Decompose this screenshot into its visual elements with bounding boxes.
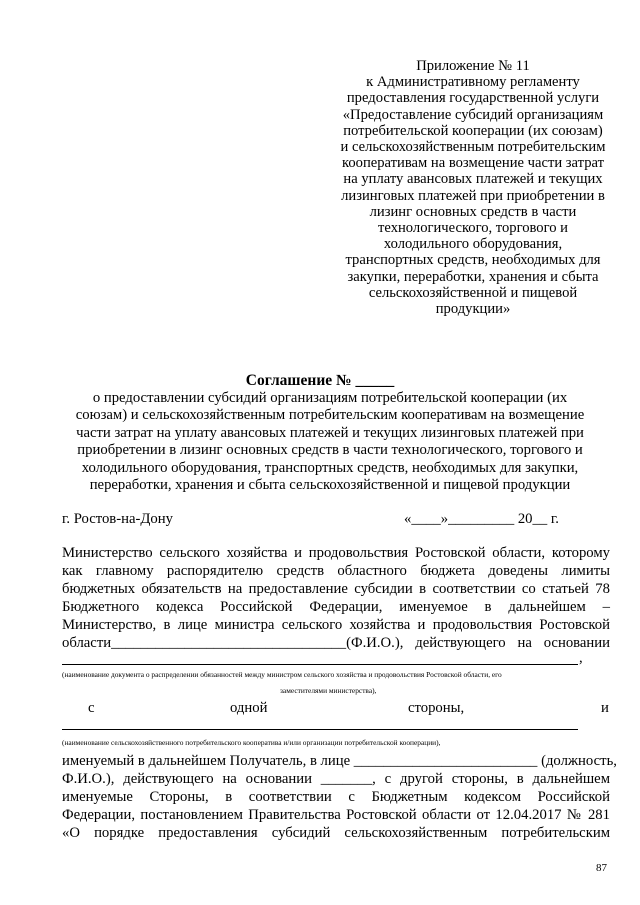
para1-line: как главному распорядителю средств областного бюджета доведены лимиты [62, 563, 610, 579]
appendix-line: транспортных средств, необходимых для [345, 252, 601, 269]
side-word: с [88, 700, 95, 716]
para2-line: Федерации, постановлением Правительства Ростовской области от 12.04.2017 № 281 [62, 807, 610, 823]
footnote-document: (наименование документа о распределении обязанностей между министром сельского хозяйства и продовольствия Ростовской области, его [62, 670, 502, 679]
agreement-date: «____»_________ 20__ г. [404, 511, 559, 527]
para1-line: Министерство сельского хозяйства и продовольствия Ростовской области, которому [62, 545, 610, 561]
appendix-line: лизинг основных средств в части [369, 203, 577, 220]
para2-line: «О порядке предоставления субсидий сельскохозяйственным потребительским [62, 825, 610, 841]
para1-line: бюджетных обязательств на предоставление субсидии в соответствии со статьей 78 [62, 581, 610, 597]
appendix-line: сельскохозяйственной и пищевой [368, 284, 578, 301]
blank-line [62, 729, 578, 730]
appendix-line: потребительской кооперации (их союзам) [343, 122, 603, 139]
footnote-deputies: заместителями министерства), [280, 686, 377, 695]
para1-line: Министерство, в лице министра сельского хозяйства и продовольствия Ростовской [62, 617, 610, 633]
para1-line: области________________________________(Ф.И.О.), действующего на основании [62, 635, 610, 651]
trailing-comma: , [579, 650, 583, 666]
appendix-line: кооперативам на возмещение части затрат [342, 155, 604, 172]
subtitle-line: переработки, хранения и сбыта сельскохозяйственной и пищевой продукции [89, 477, 571, 494]
subtitle-line: приобретении в лизинг основных средств в части технологического, торгового и [77, 442, 583, 459]
appendix-line: холодильного оборудования, [383, 236, 563, 253]
para1-line: Бюджетного кодекса Российской Федерации, именуемое в дальнейшем – [62, 599, 610, 615]
appendix-line: на уплату авансовых платежей и текущих [343, 171, 603, 188]
appendix-line: Приложение № 11 [416, 58, 530, 74]
appendix-line: продукции» [435, 301, 511, 318]
agreement-title: Соглашение № _____ [245, 372, 395, 389]
subtitle-line: о предоставлении субсидий организациям потребительской кооперации (их [92, 390, 568, 406]
para2-line: именуемый в дальнейшем Получатель, в лице _________________________ (должность, [62, 753, 617, 769]
footnote-cooperative: (наименование сельскохозяйственного потребительского кооператива и/или организации потребительской кооперации), [62, 738, 441, 747]
agreement-subtitle [40, 390, 620, 494]
appendix-line: закупки, переработки, хранения и сбыта [347, 268, 599, 285]
appendix-line: технологического, торгового и [378, 220, 568, 237]
appendix-line: «Предоставление субсидий организациям [342, 106, 604, 123]
subtitle-line: холодильного оборудования, транспортных средств, необходимых для закупки, [81, 459, 579, 476]
page-number: 87 [596, 862, 607, 874]
subtitle-line: части затрат на уплату авансовых платежей и текущих лизинговых платежей при [76, 424, 584, 441]
side-word: стороны, [408, 700, 465, 716]
appendix-line: лизинговых платежей при приобретении в [341, 187, 605, 204]
appendix-line: к Административному регламенту [366, 74, 580, 91]
place-city: г. Ростов-на-Дону [62, 511, 173, 527]
para2-line: Ф.И.О.), действующего на основании _______, с другой стороны, в дальнейшем [62, 771, 610, 787]
appendix-line: и сельскохозяйственным потребительским [340, 139, 606, 156]
para2-line: именуемые Стороны, в соответствии с Бюджетным кодексом Российской [62, 789, 610, 805]
blank-line [62, 664, 578, 665]
appendix-line: предоставления государственной услуги [346, 90, 600, 107]
side-word: одной [230, 700, 268, 716]
subtitle-line: союзам) и сельскохозяйственным потребительским кооперативам на возмещение [75, 407, 585, 424]
side-word: и [601, 700, 609, 716]
appendix-header [322, 58, 624, 317]
